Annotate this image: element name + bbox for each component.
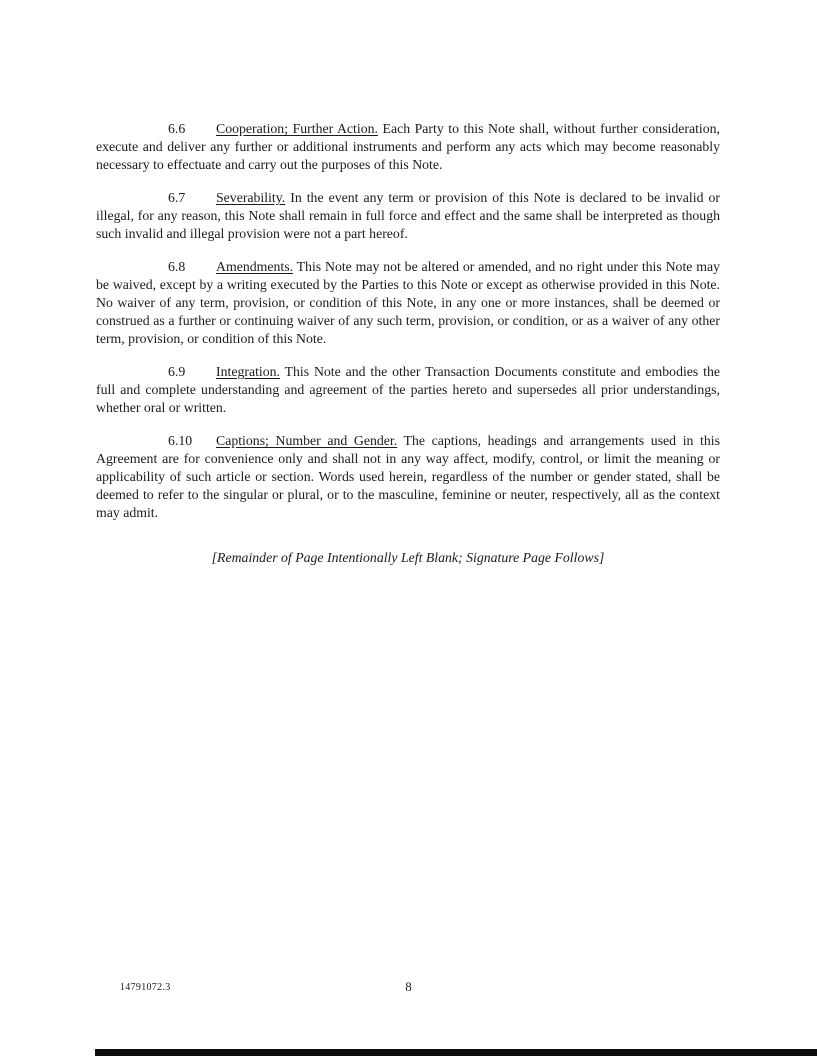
section-6-7 (96, 189, 720, 243)
section-6-10 (96, 432, 720, 522)
section-heading: Amendments. (216, 259, 294, 274)
section-6-6 (96, 120, 720, 174)
section-6-8 (96, 258, 720, 348)
section-number: 6.9 (168, 364, 186, 379)
section-number: 6.10 (168, 433, 193, 448)
section-number: 6.8 (168, 259, 186, 274)
section-body: Each Party to this Note shall, without further consideration, execute and deliver any further or additional instruments and perform any acts which may become reasonably necessary to effectuate and carry out the purposes of this Note. (96, 121, 720, 172)
page-footer (0, 979, 817, 999)
section-body: This Note and the other Transaction Documents constitute and embodies the full and complete understanding and agreement of the parties hereto and supersedes all prior understandings, whether oral or written. (96, 364, 720, 415)
section-heading: Integration. (216, 364, 280, 379)
closing-line: [Remainder of Page Intentionally Left Blank; Signature Page Follows] (211, 550, 605, 565)
section-number: 6.6 (168, 121, 186, 136)
section-heading: Captions; Number and Gender. (216, 433, 398, 448)
section-6-9 (96, 363, 720, 417)
section-body: This Note may not be altered or amended, and no right under this Note may be waived, except by a writing executed by the Parties to this Note or except as otherwise provided in this Note. No waiver of any term, provision, or condition of this Note, in any one or more instances, shall be deemed or construed as a further or continuing waiver of any such term, provision, or condition, or as a waiver of any other term, provision, or condition of this Note. (96, 259, 721, 346)
footer-page-number: 8 (405, 979, 412, 994)
section-body: In the event any term or provision of this Note is declared to be invalid or illegal, for any reason, this Note shall remain in full force and effect and the same shall be interpreted as though such invalid and illegal provision were not a part hereof. (96, 190, 720, 241)
scan-edge-artifact (95, 1049, 817, 1056)
section-heading: Cooperation; Further Action. (216, 121, 378, 136)
document-content (96, 120, 720, 567)
section-body: The captions, headings and arrangements used in this Agreement are for convenience only and shall not in any way affect, modify, control, or limit the meaning or applicability of such article or section. Words used herein, regardless of the number or gender stated, shall be deemed to refer to the singular or plural, or to the masculine, feminine or neuter, respectively, all as the context may admit. (96, 433, 720, 520)
footer-doc-number: 14791072.3 (120, 982, 171, 993)
section-heading: Severability. (216, 190, 286, 205)
section-number: 6.7 (168, 190, 186, 205)
